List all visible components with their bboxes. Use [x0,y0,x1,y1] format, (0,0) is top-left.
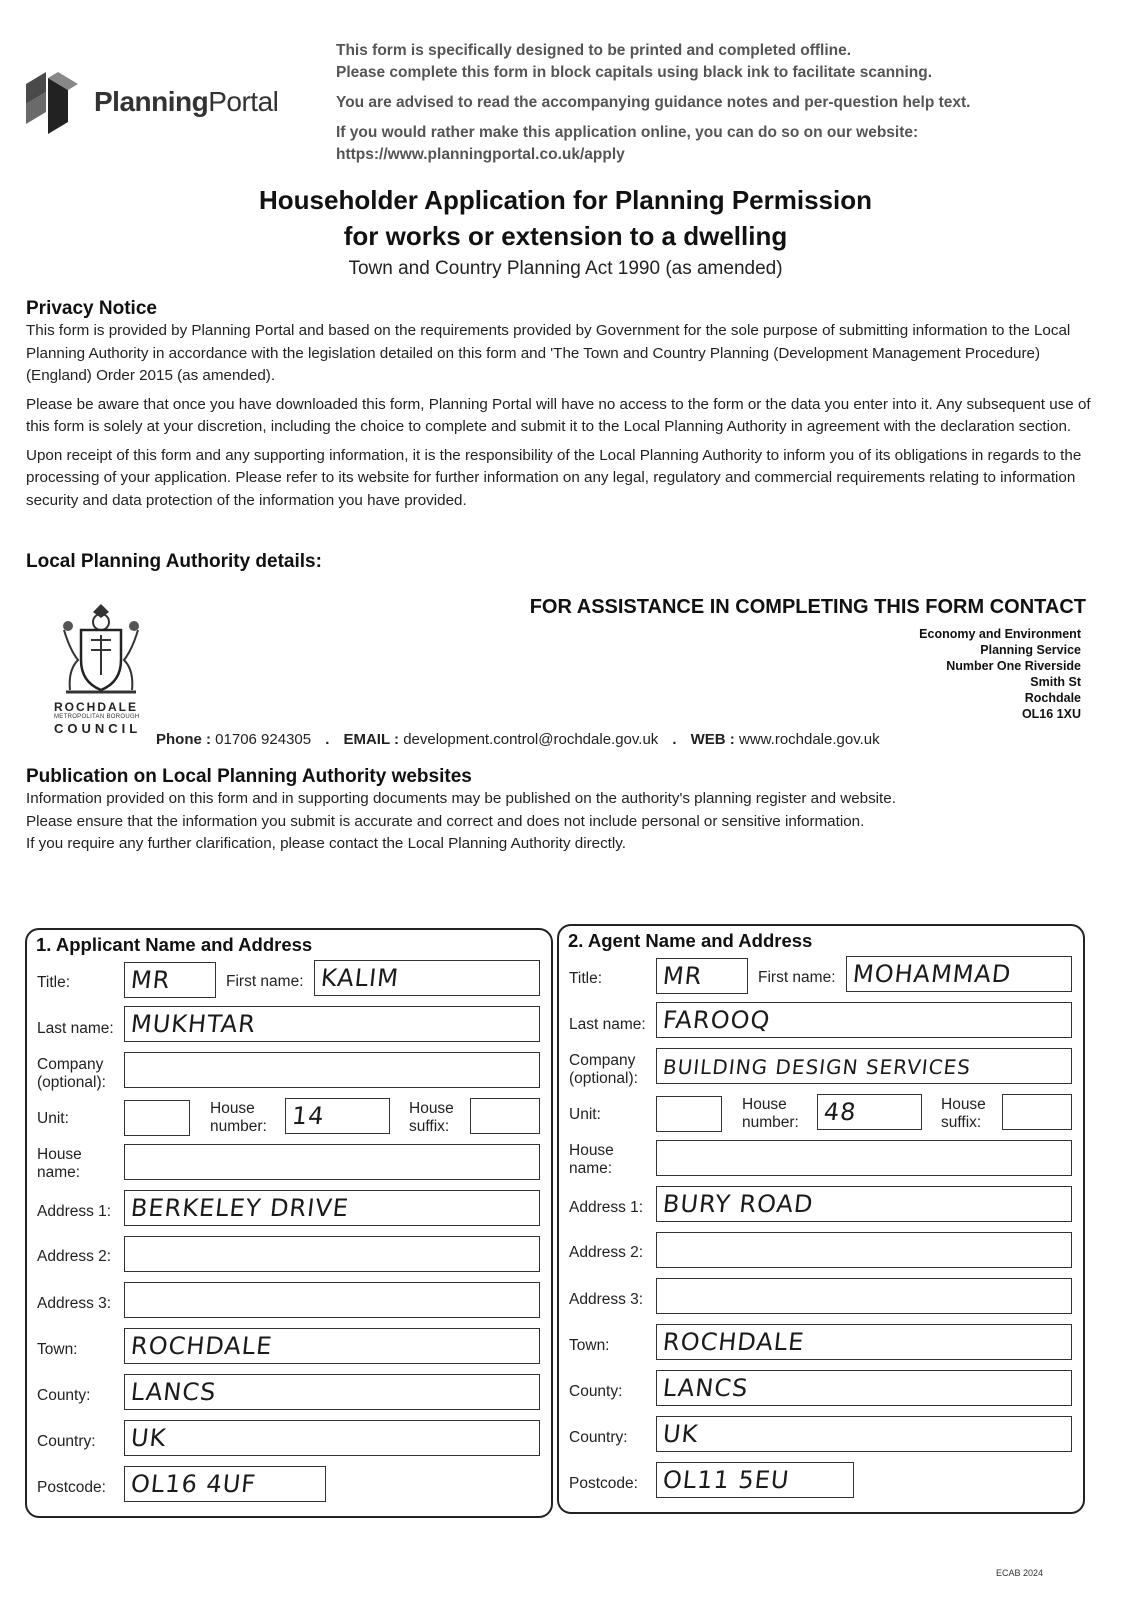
email-label: EMAIL : [343,731,400,748]
address3-label: Address 3: [37,1295,112,1312]
applicant-house-name-field[interactable] [124,1144,540,1180]
company-label-line1: Company [569,1052,636,1069]
house-number-label-line1: House [210,1100,255,1117]
address2-label: Address 2: [569,1244,644,1261]
house-number-label-line1: House [742,1096,787,1113]
applicant-title-field[interactable] [124,962,216,998]
address2-label: Address 2: [37,1248,112,1265]
council-subtitle: METROPOLITAN BOROUGH [54,714,140,720]
house-suffix-label-line1: House [941,1096,986,1113]
phone-number: 01706 924305 [215,731,312,748]
agent-title-value: MR [661,962,704,990]
applicant-section [25,928,553,1518]
house-number-label-line2: number: [210,1118,267,1135]
applicant-county-value: LANCS [129,1378,218,1406]
house-name-label-line2: name: [37,1164,81,1181]
agent-town-value: ROCHDALE [661,1328,806,1356]
address-line: OL16 1XU [1021,707,1081,721]
address-line: Smith St [1030,675,1081,689]
county-label: County: [37,1387,91,1404]
applicant-last-name-field[interactable] [124,1006,540,1042]
first-name-label: First name: [758,969,836,986]
company-label-line1: Company [37,1056,104,1073]
unit-label: Unit: [37,1110,69,1127]
applicant-county-field[interactable] [124,1374,540,1410]
address1-label: Address 1: [569,1199,644,1216]
publication-line: Please ensure that the information you submit is accurate and correct and does not include personal or sensitive information. [26,812,865,830]
agent-heading: 2. Agent Name and Address [568,930,813,951]
agent-unit-field[interactable] [656,1096,722,1132]
privacy-notice [26,298,1106,518]
house-suffix-label-line2: suffix: [941,1114,982,1131]
privacy-paragraph: This form is provided by Planning Portal and based on the requirements provided by Government for the sole purpose of submitting information to the Local Planning Authority in accordance with the legislation detailed on this form and 'The Town and Country Planning (Development Management Procedure) (England) Order 2015 (as amended). [26,322,1071,384]
country-label: Country: [37,1433,96,1450]
council-contact-block [26,596,1106,756]
company-label [37,1056,106,1092]
town-label: Town: [37,1341,78,1358]
agent-title-field[interactable] [656,958,748,994]
applicant-town-field[interactable] [124,1328,540,1364]
agent-address2-field[interactable] [656,1232,1072,1268]
address-line: Rochdale [1024,691,1081,705]
applicant-postcode-field[interactable] [124,1466,326,1502]
applicant-postcode-value: OL16 4UF [129,1470,258,1498]
house-name-label-line1: House [569,1142,614,1159]
country-label: Country: [569,1429,628,1446]
applicant-house-number-field[interactable] [285,1098,390,1134]
applicant-first-name-value: KALIM [319,964,401,992]
address-line: Number One Riverside [946,659,1081,673]
web-label: WEB : [690,731,735,748]
contact-line [156,731,880,748]
agent-address3-field[interactable] [656,1278,1072,1314]
postcode-label: Postcode: [569,1475,638,1492]
separator: . [672,731,677,748]
applicant-company-field[interactable] [124,1052,540,1088]
applicant-title-value: MR [129,966,172,994]
agent-company-value: BUILDING DESIGN SERVICES [661,1055,973,1079]
email-address: development.control@rochdale.gov.uk [403,731,659,748]
publication-heading: Publication on Local Planning Authority websites [26,766,472,787]
applicant-address1-field[interactable] [124,1190,540,1226]
form-code: ECAB 2024 [996,1568,1044,1578]
town-label: Town: [569,1337,610,1354]
house-name-label-line1: House [37,1146,82,1163]
intro-line: This form is specifically designed to be printed and completed offline. [336,42,852,59]
agent-last-name-value: FAROOQ [661,1006,772,1034]
agent-county-field[interactable] [656,1370,1072,1406]
intro-url: https://www.planningportal.co.uk/apply [336,146,625,163]
house-name-label-line2: name: [569,1160,613,1177]
house-number-label [210,1100,267,1136]
house-suffix-label-line1: House [409,1100,454,1117]
unit-label: Unit: [569,1106,601,1123]
applicant-address2-field[interactable] [124,1236,540,1272]
applicant-unit-field[interactable] [124,1100,190,1136]
applicant-address1-value: BERKELEY DRIVE [129,1194,351,1222]
company-label [569,1052,638,1088]
applicant-country-field[interactable] [124,1420,540,1456]
address3-label: Address 3: [569,1291,644,1308]
agent-first-name-field[interactable] [846,956,1072,992]
publication-line: If you require any further clarification, please contact the Local Planning Authority directly. [26,835,626,852]
web-address: www.rochdale.gov.uk [738,731,880,748]
applicant-country-value: UK [129,1424,168,1452]
applicant-first-name-field[interactable] [314,960,540,996]
house-suffix-label [409,1100,454,1136]
agent-last-name-field[interactable] [656,1002,1072,1038]
applicant-house-number-value: 14 [290,1102,327,1130]
postcode-label: Postcode: [37,1479,106,1496]
title-label: Title: [37,974,71,991]
agent-company-field[interactable] [656,1048,1072,1084]
last-name-label: Last name: [37,1020,114,1037]
house-number-label-line2: number: [742,1114,799,1131]
agent-address1-field[interactable] [656,1186,1072,1222]
form-subtitle: Town and Country Planning Act 1990 (as amended) [348,258,783,279]
agent-first-name-value: MOHAMMAD [851,960,1013,988]
applicant-heading: 1. Applicant Name and Address [36,934,313,955]
agent-town-field[interactable] [656,1324,1072,1360]
applicant-last-name-value: MUKHTAR [129,1010,258,1038]
council-address [919,626,1081,722]
house-number-label [742,1096,799,1132]
lpa-heading: Local Planning Authority details: [26,551,322,572]
form-title-block [0,182,1131,284]
intro-line: Please complete this form in block capitals using black ink to facilitate scanning. [336,64,933,81]
address-line: Economy and Environment [919,627,1081,641]
publication-line: Information provided on this form and in supporting documents may be published on the authority's planning register and website. [26,790,896,807]
agent-address1-value: BURY ROAD [661,1190,815,1218]
intro-line: You are advised to read the accompanying guidance notes and per-question help text. [336,94,971,111]
house-suffix-label-line2: suffix: [409,1118,450,1135]
agent-postcode-value: OL11 5EU [661,1466,791,1494]
council-name: ROCHDALE [54,700,138,714]
agent-postcode-field[interactable] [656,1462,854,1498]
publication-notice [26,766,1106,856]
house-name-label [569,1142,614,1178]
privacy-heading: Privacy Notice [26,298,157,319]
agent-house-number-field[interactable] [817,1094,922,1130]
county-label: County: [569,1383,623,1400]
house-name-label [37,1146,82,1182]
intro-line: If you would rather make this application online, you can do so on our website: [336,124,919,141]
company-label-line2: (optional): [569,1070,638,1087]
first-name-label: First name: [226,973,304,990]
privacy-paragraph: Please be aware that once you have downloaded this form, Planning Portal will have no access to the form or the data you enter into it. Any subsequent use of this form is solely at your discretion, including the choice to complete and submit it to the Local Planning Authority in agreement with the declaration section. [26,395,1091,435]
agent-section [557,924,1085,1514]
separator: . [325,731,330,748]
agent-house-number-value: 48 [822,1098,859,1126]
last-name-label: Last name: [569,1016,646,1033]
applicant-address3-field[interactable] [124,1282,540,1318]
applicant-town-value: ROCHDALE [129,1332,274,1360]
phone-label: Phone : [156,731,211,748]
address-line: Planning Service [980,643,1081,657]
intro-instructions [336,40,1096,166]
form-title-line1: Householder Application for Planning Permission [259,185,872,215]
agent-house-suffix-field[interactable] [1002,1094,1072,1130]
agent-county-value: LANCS [661,1374,750,1402]
council-crest-icon [56,600,146,700]
agent-house-name-field[interactable] [656,1140,1072,1176]
agent-country-value: UK [661,1420,700,1448]
form-title-line2: for works or extension to a dwelling [343,221,788,251]
assistance-heading: FOR ASSISTANCE IN COMPLETING THIS FORM CONTACT [529,596,1086,618]
logo-wordmark: PlanningPortal [94,86,279,117]
planning-portal-logo [24,70,304,134]
title-label: Title: [569,970,603,987]
address1-label: Address 1: [37,1203,112,1220]
company-label-line2: (optional): [37,1074,106,1091]
council-word: COUNCIL [54,721,142,736]
privacy-paragraph: Upon receipt of this form and any supporting information, it is the responsibility of the Local Planning Authority to inform you of its obligations in regards to the processing of your application. Please refer to its website for further information on any legal, regulatory and commercial requirements relating to information security and data protection of the information you have provided. [26,446,1082,509]
agent-country-field[interactable] [656,1416,1072,1452]
applicant-house-suffix-field[interactable] [470,1098,540,1134]
planning-portal-logo-icon [24,70,84,134]
house-suffix-label [941,1096,986,1132]
